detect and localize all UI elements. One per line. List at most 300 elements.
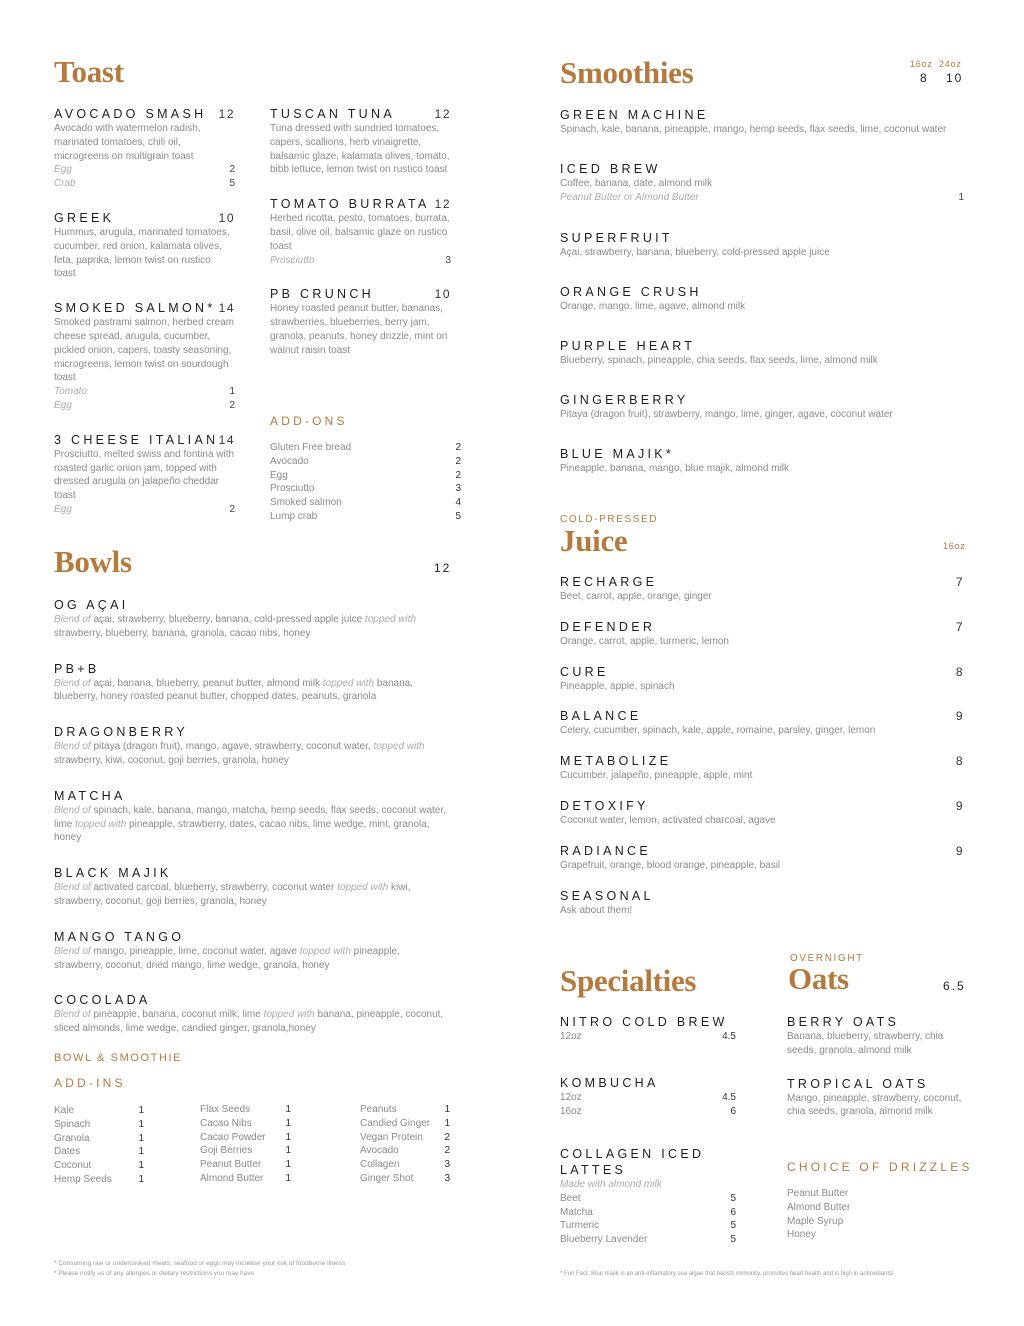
item-name: DEFENDER [560, 619, 656, 634]
addon-price: 3 [455, 483, 461, 495]
drizzles-list [787, 1187, 937, 1242]
item-name-row [560, 392, 964, 408]
size-row [560, 1219, 736, 1233]
description-segment: kiwi, strawberry, coconut, goji berries, granola, honey [54, 882, 411, 907]
addon-row [360, 1131, 450, 1145]
footnote: * Please notify us of any allergies or dietary restrictions you may have [54, 1270, 255, 1277]
description-segment: topped with [263, 1009, 315, 1021]
item-description [54, 1008, 449, 1036]
menu-item [54, 929, 449, 973]
addon-label: Coconut [54, 1160, 92, 1172]
addon-price: 4 [455, 497, 461, 509]
addins-column [54, 1104, 144, 1187]
oats-title: Oats [788, 961, 849, 996]
description-segment: pineapple, banana, coconut milk, lime [90, 1009, 264, 1021]
description-segment: Blend of [54, 804, 91, 816]
description-segment: Blend of [54, 677, 91, 689]
addon-price: 2 [455, 442, 461, 453]
item-price: 14 [218, 432, 235, 447]
item-name-row [560, 161, 964, 177]
oats-price: 6.5 [943, 979, 966, 993]
description-segment: topped with [75, 818, 127, 830]
description-segment: Blend of [54, 741, 91, 753]
option-price: 5 [229, 178, 235, 190]
drizzle-option: Honey [787, 1229, 816, 1241]
item-name: GREEN MACHINE [560, 108, 709, 122]
item-name-row [54, 106, 235, 122]
menu-item [560, 619, 964, 649]
description-segment: açai, strawberry, blueberry, banana, cold-pressed apple juice [90, 614, 365, 625]
description-segment: strawberry, blueberry, banana, granola, cacao nibs, honey [54, 627, 311, 639]
item-name: CURE [560, 664, 609, 679]
item-name-row [560, 446, 964, 462]
addon-row [360, 1158, 450, 1172]
item-name-row [787, 1076, 965, 1092]
menu-item [787, 1076, 965, 1120]
addon-label: Egg [270, 469, 288, 481]
option-label: Peanut Butter or Almond Butter [560, 191, 699, 203]
item-description: Coffee, banana, date, almond milk [560, 177, 713, 189]
addon-row [200, 1103, 291, 1117]
item-name-row [560, 843, 964, 859]
item-price: 9 [955, 798, 964, 813]
item-name: SUPERFRUIT [560, 231, 673, 246]
item-price: 9 [955, 709, 964, 724]
addon-label: Cacao Powder [200, 1131, 266, 1143]
addon-price: 1 [444, 1104, 450, 1115]
toast-addons-list [270, 441, 461, 524]
bowls-list [54, 597, 449, 1056]
addon-label: Avocado [270, 455, 309, 467]
specialty-nitro [560, 1014, 736, 1044]
item-name-row [54, 210, 235, 226]
item-description [54, 804, 449, 845]
description-segment: strawberry, kiwi, coconut, goji berries, granola, honey [54, 754, 289, 766]
item-description: Blueberry, spinach, pineapple, chia seeds, flax seeds, lime, almond milk [560, 354, 878, 366]
item-price: 7 [955, 575, 964, 589]
smoothies-title: Smoothies [560, 55, 694, 90]
option-price: 1 [229, 386, 235, 398]
option-label: Crab [54, 178, 76, 190]
menu-item [54, 210, 235, 281]
drizzle-option: Maple Syrup [787, 1215, 844, 1227]
item-option [54, 385, 235, 399]
addon-label: Lump crab [270, 510, 318, 522]
menu-item [560, 1146, 736, 1247]
footnote: * Consuming raw or undercooked meats, seafood or eggs may increase your risk of foodborne illness [54, 1260, 346, 1267]
size-label: Matcha [560, 1206, 593, 1218]
addon-price: 1 [285, 1117, 291, 1129]
size-row [560, 1192, 736, 1206]
item-name-row [560, 619, 964, 635]
item-name-row [560, 284, 964, 300]
addon-row [200, 1172, 291, 1186]
smoothies-price-16: 8 [920, 71, 929, 85]
juice-kicker: COLD-PRESSED [560, 514, 659, 525]
juice-list [560, 574, 964, 932]
addon-row [360, 1117, 450, 1131]
item-name-row [560, 753, 964, 769]
addon-row [200, 1144, 291, 1158]
item-name: MANGO TANGO [54, 929, 185, 944]
description-segment: mango, pineapple, lime, coconut water, agave [90, 945, 300, 957]
description-segment: Blend of [54, 1009, 91, 1021]
menu-item [560, 107, 964, 137]
size-row [560, 1233, 736, 1247]
addon-label: Goji Berries [200, 1145, 253, 1157]
item-description: Pineapple, banana, mango, blue majik, almond milk [560, 462, 790, 474]
item-name-row [560, 338, 964, 354]
menu-item [54, 106, 235, 191]
option-label: Egg [54, 503, 72, 515]
addon-price: 1 [285, 1145, 291, 1157]
size-price: 5 [730, 1220, 736, 1232]
item-name: BLACK MAJIK [54, 866, 172, 881]
item-name: 3 CHEESE ITALIAN [54, 432, 219, 447]
drizzles-title: CHOICE OF DRIZZLES [787, 1160, 973, 1174]
item-name: NITRO COLD BREW [560, 1015, 728, 1029]
item-name: DETOXIFY [560, 798, 649, 813]
addon-label: Flax Seeds [200, 1104, 251, 1115]
item-note: Made with almond milk [560, 1179, 662, 1190]
description-segment: pineapple, strawberry, dates, cacao nibs, lime wedge, mint, granola, honey [54, 818, 430, 844]
item-name: COCOLADA [54, 993, 151, 1008]
item-description: Banana, blueberry, strawberry, chia seeds, granola, almond milk [787, 1031, 944, 1056]
addon-price: 2 [455, 469, 461, 481]
footnotes-left [54, 1259, 345, 1279]
item-name: TROPICAL OATS [787, 1076, 929, 1091]
addon-row [270, 496, 461, 510]
description-segment: banana, pineapple, coconut, sliced almonds, lime wedge, candied ginger, granola,honey [54, 1009, 444, 1035]
addon-price: 1 [138, 1132, 144, 1144]
addon-row [270, 482, 461, 496]
item-description: Ask about them! [560, 904, 633, 916]
size-price: 4.5 [722, 1031, 736, 1042]
size-price: 6 [730, 1105, 736, 1117]
addon-label: Hemp Seeds [54, 1173, 112, 1185]
item-name: ORANGE CRUSH [560, 285, 702, 300]
smoothies-size-24: 24oz [939, 59, 962, 69]
addon-row [270, 469, 461, 483]
item-description: Açai, strawberry, banana, blueberry, cold-pressed apple juice [560, 247, 830, 259]
addon-label: Kale [54, 1105, 75, 1116]
addon-price: 2 [455, 455, 461, 467]
addins-title: ADD-INS [54, 1076, 126, 1090]
item-name: GINGERBERRY [560, 392, 689, 407]
specialty-kombucha [560, 1075, 736, 1119]
item-name: COLLAGEN ICED LATTES [560, 1147, 705, 1177]
item-name-row [54, 724, 449, 740]
item-name-row [270, 196, 451, 212]
toast-title: Toast [54, 54, 124, 89]
menu-item [54, 432, 235, 517]
item-description [54, 740, 449, 768]
addon-row [360, 1103, 450, 1117]
size-price: 5 [730, 1234, 736, 1246]
addon-row [54, 1173, 144, 1187]
addon-row [360, 1144, 450, 1158]
description-segment: Blend of [54, 945, 91, 957]
addon-price: 1 [138, 1173, 144, 1185]
item-name: PB+B [54, 661, 100, 676]
item-name: PURPLE HEART [560, 338, 696, 353]
size-row [560, 1030, 736, 1044]
item-description: Orange, mango, lime, agave, almond milk [560, 301, 746, 313]
item-option [54, 177, 235, 191]
addon-label: Granola [54, 1132, 90, 1144]
item-description: Pitaya (dragon fruit), strawberry, mango, lime, ginger, agave, coconut water [560, 408, 893, 420]
description-segment: topped with [299, 945, 351, 957]
menu-item [54, 597, 449, 641]
item-name: DRAGONBERRY [54, 725, 189, 740]
oats-list [787, 1014, 965, 1137]
toast-left-column [54, 106, 235, 536]
addon-price: 2 [444, 1145, 450, 1157]
specialty-lattes [560, 1146, 736, 1247]
item-name-row [270, 106, 451, 122]
smoothies-size-16: 16oz [910, 59, 933, 69]
footnote-fun-fact: * Fun Fact: Blue majik is an anti-inflamatory sea algae that boosts immunity, promotes heart health and is high in antioxidants! [560, 1271, 894, 1277]
smoothies-list [560, 107, 964, 499]
menu-item [560, 392, 964, 422]
size-row [560, 1105, 736, 1119]
menu-item [560, 798, 964, 828]
description-segment: pineapple, strawberry, coconut, dried mango, lime wedge, granola, honey [54, 945, 400, 971]
addon-label: Almond Butter [200, 1172, 264, 1184]
addins-column [360, 1103, 450, 1186]
size-label: Turmeric [560, 1220, 600, 1232]
description-segment: topped with [364, 614, 417, 625]
menu-item [560, 574, 964, 604]
item-description: Hummus, arugula, marinated tomatoes, cucumber, red onion, kalamata olives, feta, paprika, lemon twist on rustico toast [54, 226, 230, 280]
addon-price: 1 [285, 1159, 291, 1171]
item-name: MATCHA [54, 788, 126, 803]
menu-item [560, 338, 964, 368]
item-price: 8 [955, 754, 964, 769]
addon-label: Ginger Shot [360, 1172, 414, 1184]
menu-item [560, 230, 964, 260]
size-label: 12oz [560, 1031, 582, 1042]
oats-kicker: OVERNIGHT [790, 953, 864, 964]
description-segment: topped with [322, 677, 375, 689]
size-label: Blueberry Lavender [560, 1234, 648, 1246]
description-segment: spinach, kale, banana, mango, matcha, hemp seeds, flax seeds, coconut water, lime [54, 804, 446, 830]
description-segment: Blend of [54, 882, 91, 894]
addon-label: Spinach [54, 1118, 91, 1130]
item-name-row [54, 929, 449, 945]
item-description: Honey roasted peanut butter, bananas, strawberries, blueberries, berry jam, granola, peanuts, honey drizzle, mint on walnut raisin toast [270, 303, 448, 356]
item-name: ICED BREW [560, 161, 661, 176]
item-price: 12 [218, 107, 235, 121]
addon-price: 1 [285, 1104, 291, 1115]
item-price: 8 [955, 664, 964, 679]
addon-price: 3 [444, 1159, 450, 1171]
menu-item [54, 724, 449, 768]
item-name-row [560, 664, 964, 680]
menu-item [560, 753, 964, 783]
item-name-row [560, 230, 964, 246]
addon-row [270, 510, 461, 524]
size-label: 16oz [560, 1105, 582, 1117]
item-description: Beet, carrot, apple, orange, ginger [560, 591, 712, 602]
menu-item [560, 708, 964, 738]
item-name: GREEK [54, 210, 115, 225]
addon-row [54, 1104, 144, 1118]
description-segment: topped with [373, 741, 425, 753]
size-row [560, 1206, 736, 1220]
description-segment: activated carcoal, blueberry, strawberry, coconut water [90, 882, 338, 894]
drizzle-option: Peanut Butter [787, 1188, 849, 1199]
item-name: BLUE MAJIK* [560, 446, 675, 461]
menu-item [54, 992, 449, 1036]
menu-item [787, 1014, 965, 1058]
addon-price: 1 [138, 1160, 144, 1172]
menu-item [270, 196, 451, 267]
option-label: Egg [54, 399, 72, 411]
item-name-row [560, 888, 964, 904]
menu-item [560, 446, 964, 476]
smoothies-price-24: 10 [946, 71, 964, 85]
addon-price: 1 [138, 1105, 144, 1116]
item-description: Orange, carrot, apple, turmeric, lemon [560, 635, 729, 647]
bowls-title: Bowls [54, 544, 132, 579]
addon-label: Prosciutto [270, 483, 315, 495]
option-price: 2 [229, 164, 235, 176]
item-name-row [787, 1014, 965, 1030]
item-name-row [54, 661, 449, 677]
item-description [54, 881, 449, 909]
option-price: 2 [229, 399, 235, 411]
addon-price: 5 [455, 510, 461, 522]
addon-row [54, 1118, 144, 1132]
addon-label: Peanut Butter [200, 1159, 262, 1171]
menu-item [560, 1075, 736, 1119]
item-description [54, 677, 449, 705]
addon-row [200, 1131, 291, 1145]
menu-item [560, 664, 964, 694]
item-price: 12 [434, 197, 451, 212]
description-segment: pitaya (dragon fruit), mango, agave, strawberry, coconut water, [90, 741, 374, 753]
juice-size: 16oz [943, 541, 966, 551]
addon-price: 1 [138, 1118, 144, 1130]
item-name: RADIANCE [560, 843, 651, 858]
item-description: Celery, cucumber, spinach, kale, apple, romaine, parsley, ginger, lemon [560, 725, 876, 737]
addon-label: Collagen [360, 1159, 400, 1171]
item-price: 14 [218, 301, 235, 316]
item-option [54, 163, 235, 177]
item-price: 10 [218, 210, 235, 225]
addon-row [360, 1172, 450, 1186]
addon-label: Gluten Free bread [270, 442, 352, 453]
item-description: Coconut water, lemon, activated charcoal, agave [560, 814, 776, 826]
addon-price: 3 [444, 1172, 450, 1184]
item-name: OG AÇAI [54, 598, 129, 612]
item-option [270, 254, 451, 268]
size-price: 5 [730, 1192, 736, 1204]
item-name-row [560, 798, 964, 814]
item-option [560, 191, 964, 205]
item-name: AVOCADO SMASH [54, 107, 207, 121]
option-price: 3 [445, 254, 451, 266]
item-name-row [54, 597, 449, 613]
addon-row [200, 1117, 291, 1131]
addon-row [200, 1158, 291, 1172]
addins-kicker: BOWL & SMOOTHIE [54, 1052, 183, 1064]
item-name: TOMATO BURRATA [270, 197, 430, 212]
description-segment: topped with [337, 882, 389, 894]
option-label: Tomato [54, 386, 87, 398]
item-name: PB CRUNCH [270, 287, 375, 302]
item-price: 12 [434, 107, 451, 121]
specialties-title: Specialties [560, 963, 697, 998]
item-option [54, 399, 235, 413]
size-price: 4.5 [722, 1092, 736, 1103]
item-name-row [560, 1075, 736, 1091]
addon-price: 2 [444, 1131, 450, 1143]
item-price: 9 [955, 843, 964, 858]
item-option [54, 503, 235, 517]
item-name-row [560, 1146, 736, 1178]
menu-item [270, 286, 451, 357]
addon-row [270, 455, 461, 469]
juice-title: Juice [560, 523, 628, 558]
menu-item [54, 788, 449, 845]
item-name: BALANCE [560, 709, 642, 724]
addon-row [54, 1159, 144, 1173]
item-name-row [54, 992, 449, 1008]
addon-row [270, 441, 461, 455]
option-label: Prosciutto [270, 254, 315, 266]
addon-label: Dates [54, 1146, 81, 1158]
item-description [54, 945, 449, 973]
toast-addons-title: ADD-ONS [270, 414, 348, 428]
item-description: Smoked pastrami salmon, herbed cream cheese spread, arugula, cucumber, pickled onion, capers, toasty seasoning, microgreens, lemon twist on sourdough toast [54, 317, 235, 384]
item-name-row [560, 107, 964, 123]
size-label: Beet [560, 1192, 581, 1204]
item-name-row [560, 708, 964, 724]
item-description: Tuna dressed with sundried tomatoes, capers, scallions, herb vinaigrette, balsamic glaze, kalamata olives, tomato, bibb lettuce, lemon twist on rustico toast [270, 123, 450, 176]
item-name-row [270, 286, 451, 302]
item-description: Pineapple, apple, spinach [560, 680, 675, 692]
item-name: SEASONAL [560, 888, 654, 903]
item-name: BERRY OATS [787, 1015, 900, 1029]
size-label: 12oz [560, 1092, 582, 1103]
toast-right-column [270, 106, 451, 377]
menu-item [560, 161, 964, 205]
bowls-price: 12 [434, 561, 452, 575]
menu-item [560, 284, 964, 314]
item-description: Prosciutto, melted swiss and fontina with roasted garlic onion jam, topped with dressed arugula on jalapeño cheddar toast [54, 448, 235, 502]
addon-row [54, 1132, 144, 1146]
addon-price: 1 [444, 1117, 450, 1129]
option-label: Egg [54, 164, 72, 176]
drizzle-option: Almond Butter [787, 1201, 851, 1213]
item-description: Mango, pineapple, strawberry, coconut, chia seeds, granola, almond milk [787, 1092, 962, 1118]
menu-item [54, 661, 449, 705]
menu-item [560, 888, 964, 918]
addon-label: Peanuts [360, 1104, 397, 1115]
item-name-row [560, 574, 964, 590]
addon-label: Vegan Protein [360, 1131, 423, 1143]
item-name: KOMBUCHA [560, 1076, 659, 1090]
item-description: Spinach, kale, banana, pineapple, mango, hemp seeds, flax seeds, lime, coconut water [560, 124, 947, 135]
addon-row [54, 1145, 144, 1159]
item-name: RECHARGE [560, 575, 658, 589]
addon-label: Avocado [360, 1145, 399, 1157]
addon-price: 1 [138, 1146, 144, 1158]
menu-item [270, 106, 451, 177]
option-price: 2 [229, 503, 235, 515]
